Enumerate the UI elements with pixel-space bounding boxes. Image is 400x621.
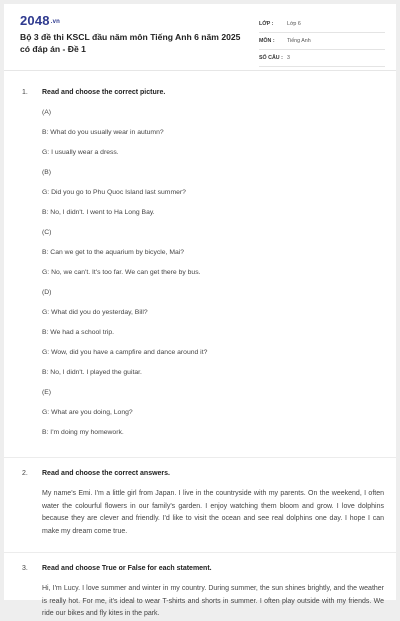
- meta-row-count: [259, 50, 385, 67]
- dialogue-line: G: No, we can't. It's too far. We can get there by bus.: [42, 269, 201, 276]
- dialogue-line: G: What are you doing, Long?: [42, 409, 133, 416]
- dialogue-line: B: What do you usually wear in autumn?: [42, 129, 164, 136]
- dialogue-line: G: Did you go to Phu Quoc Island last summer?: [42, 189, 186, 196]
- question-header: [4, 466, 396, 484]
- meta-value: Tiếng Anh: [287, 38, 311, 44]
- document-header: [4, 4, 396, 71]
- dialogue-line: (D): [42, 289, 52, 296]
- section-divider: [4, 457, 396, 458]
- dialogue-line: B: We had a school trip.: [42, 329, 115, 336]
- dialogue-line: G: What did you do yesterday, Bill?: [42, 309, 148, 316]
- dialogue-line: B: Can we get to the aquarium by bicycle, Mai?: [42, 249, 185, 256]
- question-number: 1.: [22, 89, 28, 96]
- meta-table: [259, 16, 385, 67]
- dialogue-line: (E): [42, 389, 52, 396]
- question-lines: [4, 103, 396, 443]
- meta-value: 3: [287, 55, 290, 61]
- site-logo[interactable]: [20, 13, 60, 28]
- meta-key: MÔN :: [259, 38, 275, 44]
- question-3: [4, 561, 396, 621]
- question-title: Read and choose the correct answers.: [42, 470, 170, 477]
- question-title: Read and choose the correct picture.: [42, 89, 166, 96]
- question-2: [4, 466, 396, 538]
- section-divider: [4, 552, 396, 553]
- question-title: Read and choose True or False for each statement.: [42, 565, 212, 572]
- meta-key: LỚP :: [259, 21, 274, 27]
- logo-suffix: .vn: [50, 18, 61, 25]
- question-1: [4, 85, 396, 443]
- dialogue-line: (B): [42, 169, 52, 176]
- dialogue-line: B: No, I didn't. I played the guitar.: [42, 369, 142, 376]
- logo-text: 2048: [20, 13, 50, 28]
- question-number: 3.: [22, 565, 28, 572]
- dialogue-line: (A): [42, 109, 52, 116]
- question-header: [4, 85, 396, 103]
- document-title: Bộ 3 đề thi KSCL đầu năm môn Tiếng Anh 6 năm 2025 có đáp án - Đề 1: [20, 32, 241, 54]
- reading-passage: My name's Emi. I'm a little girl from Japan. I live in the countryside with my parents. On the weekend, I often water the colourful flowers in our family's garden. I enjoy watching them bloom and grow. I love dolphins because they are clever and friendly. I'd like to visit the ocean and see real dolphins one day. I hope I can make my dream come true.: [42, 490, 384, 535]
- meta-key: SỐ CÂU :: [259, 55, 283, 61]
- dialogue-line: (C): [42, 229, 52, 236]
- question-header: [4, 561, 396, 579]
- dialogue-line: G: Wow, did you have a campfire and dance around it?: [42, 349, 208, 356]
- dialogue-line: G: I usually wear a dress.: [42, 149, 119, 156]
- dialogue-line: B: I'm doing my homework.: [42, 429, 124, 436]
- question-number: 2.: [22, 470, 28, 477]
- document-content: [4, 71, 396, 621]
- reading-passage: Hi, I'm Lucy. I love summer and winter in my country. During summer, the sun shines brightly, and the weather is really hot. For me, it's ideal to wear T-shirts and shorts in summer. I often play outside with my friends. We ride our bikes and fly kites in the park.: [42, 585, 384, 617]
- meta-value: Lớp 6: [287, 21, 301, 27]
- dialogue-line: B: No, I didn't. I went to Ha Long Bay.: [42, 209, 155, 216]
- meta-row-subject: [259, 33, 385, 50]
- meta-row-class: [259, 16, 385, 33]
- document-page: [4, 4, 396, 617]
